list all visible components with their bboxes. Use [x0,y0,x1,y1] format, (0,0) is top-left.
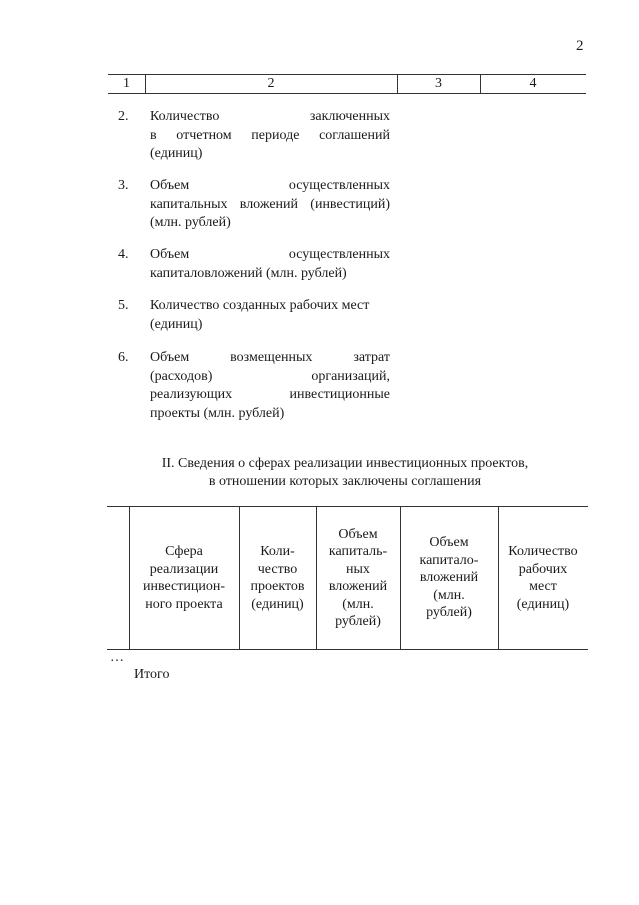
header-text-line: (единиц) [251,596,304,612]
header-text-line: ного проекта [145,596,223,612]
table-header-projects-count [239,506,316,650]
item-text-line: Количество заключенных [150,109,390,124]
item-text-line: (единиц) [150,146,203,161]
section-title-line: II. Сведения о сферах реализации инвестиционных проектов, [161,456,529,471]
header-text-line: ных [346,561,370,577]
item-text-line: Объем возмещенных затрат [150,350,390,365]
item-text-line: реализующих инвестиционные [150,387,390,402]
item-text-line: Объем осуществленных [150,247,390,262]
item-text-line: Объем осуществленных [150,178,390,193]
table-header-sphere [129,506,239,650]
header-text-line: Объем [429,535,469,551]
item-text-line: проекты (млн. рублей) [150,405,285,421]
item-number: 6. [118,350,129,365]
section-title [130,455,560,491]
header-text-line: рублей) [335,614,381,629]
item-number: 5. [118,298,129,313]
item-text-line: капитальных вложений (инвестиций) [150,196,390,212]
item-text-line: (единиц) [150,316,203,332]
item-number: 2. [118,109,129,124]
header-text-line: Количество [508,544,578,559]
item-text-line: (расходов) организаций, [150,368,390,384]
item-number: 3. [118,178,129,193]
header-col-4: 4 [529,76,537,91]
header-col-1: 1 [123,76,130,91]
header-table-bottom-border [108,93,586,94]
header-col-3: 3 [435,76,442,91]
header-text-line: проектов [250,579,305,594]
header-text-line: рабочих [518,561,568,577]
header-text-line: рублей) [426,605,472,621]
item-text-line: в отчетном периоде соглашений [150,127,390,143]
ellipsis: … [110,650,124,665]
page-number: 2 [576,38,584,54]
header-text-line: Объем [338,526,378,542]
item-text-line: Количество созданных рабочих мест [150,298,370,313]
header-text-line: (единиц) [516,596,570,612]
header-text-line: реализации [149,561,219,577]
item-number: 4. [118,247,129,262]
header-text-line: вложений [419,570,479,586]
header-text-line: (млн. [342,596,374,612]
spheres-table [107,506,588,650]
header-text-line: инвестицион- [142,579,226,594]
header-text-line: мест [529,579,557,594]
header-text-line: Коли- [260,544,295,559]
item-text-line: (млн. рублей) [150,215,231,230]
header-text-line: капиталь- [328,544,388,559]
section-title-line: в отношении которых заключены соглашения [208,474,482,489]
header-text-line: капитало- [419,552,479,568]
header-col-2: 2 [267,76,275,91]
total-label: Итого [134,667,170,682]
header-text-line: (млн. [433,587,465,603]
item-text-line: капиталовложений (млн. рублей) [150,265,347,281]
table-header-capital-investments [316,506,400,650]
header-text-line: вложений [328,579,388,594]
table-header-jobs [498,506,588,650]
header-text-line: Сфера [165,544,203,559]
header-text-line: чество [257,561,298,577]
table-header-capital-expenditure [400,506,498,650]
header-table [108,74,586,94]
